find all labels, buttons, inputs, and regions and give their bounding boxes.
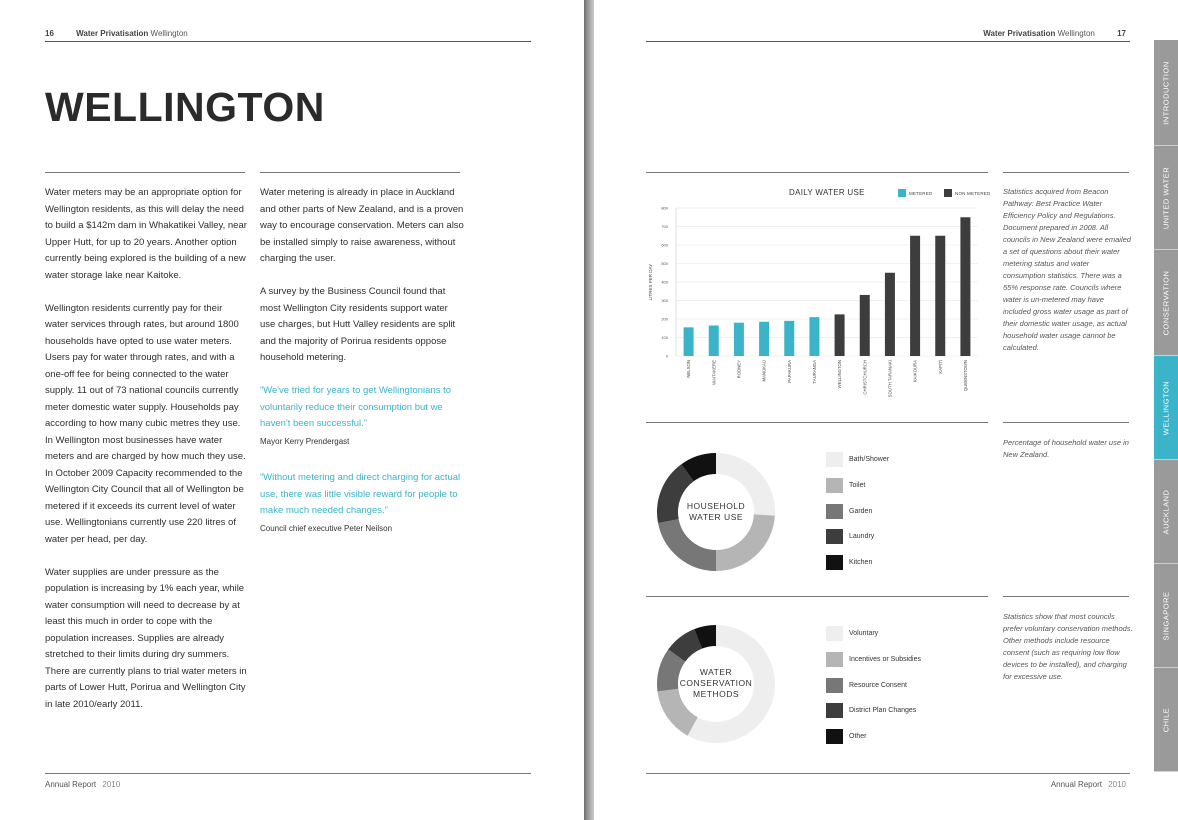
y-tick-label: 400	[661, 279, 668, 285]
legend-swatch	[826, 729, 843, 744]
x-tick-label: KAPITI	[937, 360, 943, 374]
right-page	[594, 0, 1178, 820]
bar-wellington	[835, 314, 845, 356]
right-footer	[1051, 780, 1126, 789]
pull-quote-1: “We've tried for years to get Wellingtonians to voluntarily reduce their consumption but we haven't been successful.”	[260, 385, 452, 429]
legend-label: Voluntary	[849, 630, 879, 637]
footer-year: 2010	[102, 780, 121, 789]
conservation-top-rule	[646, 596, 988, 597]
footer-label: Annual Report	[45, 780, 97, 789]
bar-christchurch	[860, 295, 870, 356]
household-donut-center-label	[676, 501, 756, 523]
legend-label: Other	[849, 733, 867, 741]
quote-1-attribution: Mayor Kerry Prendergast	[260, 436, 350, 446]
x-tick-label: KAIKOURA	[912, 360, 918, 383]
tab-auckland[interactable]	[1154, 460, 1178, 564]
y-tick-label: 500	[661, 261, 668, 266]
footer-year: 2010	[1108, 780, 1126, 789]
y-tick-label: 300	[661, 298, 668, 303]
legend-label: District Plan Changes	[849, 707, 917, 715]
donut-label-line: HOUSEHOLD	[686, 501, 746, 511]
tab-introduction[interactable]	[1154, 40, 1178, 146]
donut-slice-other	[698, 636, 716, 639]
left-footer	[45, 780, 120, 789]
tab-singapore[interactable]	[1154, 564, 1178, 668]
bar-chart-note: Statistics acquired from Beacon Pathway: Best Practice Water Efficiency Policy and Regulations. Document prepared in 2008. All councils in New Zealand were emailed a set of questions about their water metering status and water consumption statistics. There was a 55% response rate. Councils where water is un-metered may have included gross water usage as part of their domestic water usage, as actual household water usage cannot be calculated.	[1003, 187, 1131, 352]
body-paragraph: Wellington residents currently pay for their water services through rates, but around 1800 households have opted to use water meters. Users pay for water through rates, and with a one-off fee for being connected to the water supply. 11 out of 73 national councils currently meter domestic water supply. Households pay according to how many cubic metres they use. In Wellington most businesses have water meters and are charged by how much they use. In October 2009 Capacity recommended to the Wellington City Council that all of Wellington be metered if it exceeds its current level of water use. Wellingtonians currently use 220 litres of water per head, per day.	[45, 302, 246, 545]
left-footer-rule	[45, 773, 531, 774]
donut-label-line: WATER USE	[688, 512, 744, 522]
tab-conservation[interactable]	[1154, 250, 1178, 356]
x-tick-label: CHRISTCHURCH	[862, 360, 868, 395]
conservation-note: Statistics show that most councils prefer voluntary conservation methods. Other methods include resource consent (such as requiring low flow devices to be installed), and charging for excessive use.	[1003, 612, 1133, 681]
y-tick-label: 0	[665, 353, 668, 359]
tab-wellington[interactable]	[1154, 356, 1178, 460]
y-tick-label: 100	[661, 335, 668, 340]
bar-papakura	[784, 321, 794, 356]
bar-waitakere	[709, 325, 719, 356]
legend-swatch-metered	[898, 189, 906, 197]
bar-queenstown	[960, 217, 970, 356]
left-page	[0, 0, 584, 820]
y-tick-label: 600	[661, 242, 668, 248]
conservation-donut-center-label	[671, 667, 761, 700]
tab-label: CHILE	[1161, 707, 1171, 732]
body-column-1	[45, 185, 247, 730]
pull-quote-2: “Without metering and direct charging for actual use, there was little visible reward for people to make much needed changes.”	[260, 472, 461, 516]
tab-label: AUCKLAND	[1161, 489, 1171, 534]
col2-rule	[260, 172, 460, 173]
legend-label: Garden	[849, 507, 873, 515]
legend-label-non-metered: NON METERED	[955, 191, 991, 196]
legend-swatch	[826, 452, 843, 467]
chart-top-rule	[646, 172, 988, 173]
tab-label: WELLINGTON	[1161, 380, 1171, 435]
x-tick-label: QUEENSTOWN	[962, 360, 968, 392]
household-top-rule	[646, 422, 988, 423]
legend-swatch	[826, 478, 843, 493]
x-tick-label: NELSON	[686, 360, 692, 378]
footer-label: Annual Report	[1050, 780, 1102, 789]
legend-swatch	[826, 626, 843, 641]
conservation-note-rule	[1003, 596, 1129, 597]
legend-swatch	[826, 504, 843, 519]
tab-chile[interactable]	[1154, 668, 1178, 772]
household-note: Percentage of household water use in New Zealand.	[1003, 438, 1129, 459]
legend-swatch	[826, 555, 843, 570]
legend-swatch	[826, 529, 843, 544]
daily-water-use-chart	[646, 200, 986, 406]
legend-label: Toilet	[849, 481, 866, 489]
quote-2-attribution: Council chief executive Peter Neilson	[260, 523, 393, 533]
legend-label-metered: METERED	[909, 191, 933, 196]
right-header-section: Water Privatisation	[983, 29, 1056, 38]
legend-label: Laundry	[849, 533, 875, 541]
tab-label: SINGAPORE	[1161, 590, 1171, 641]
tab-united-water[interactable]	[1154, 146, 1178, 250]
legend-swatch-non-metered	[944, 189, 952, 197]
household-note-rule	[1003, 422, 1129, 423]
body-column-2	[260, 185, 464, 557]
y-tick-label: 200	[661, 316, 668, 322]
legend-label: Incentives or Subsidies	[849, 655, 921, 663]
y-tick-label: 800	[661, 205, 668, 211]
donut-label-line: WATER	[699, 667, 733, 677]
left-page-number: 16	[45, 29, 54, 38]
right-header-rule	[646, 41, 1130, 42]
right-page-header	[983, 29, 1126, 38]
x-tick-label: RODNEY	[736, 360, 742, 379]
donut-slice-district-plan-changes	[677, 639, 698, 656]
y-axis-label: LITRES PER DAY	[648, 263, 653, 301]
donut-slice-garden	[668, 521, 716, 560]
tab-label: CONSERVATION	[1161, 270, 1171, 335]
body-paragraph: Water supplies are under pressure as the population is increasing by 1% each year, while water consumption will need to decrease by at least this much in order to cope with the population increases. Supplies are already stretched to their limits during dry summers. There are currently plans to trial water meters in parts of Lower Hutt, Porirua and Wellington City in late 2010/early 2011.	[45, 566, 247, 710]
legend-label: Bath/Shower	[849, 456, 890, 463]
bar-south-taranaki	[885, 273, 895, 356]
bar-tauranga	[809, 317, 819, 356]
x-tick-label: PAPAKURA	[786, 360, 792, 383]
legend-label: Resource Consent	[849, 681, 907, 689]
legend-swatch	[826, 652, 843, 667]
page-title: WELLINGTON	[45, 84, 325, 130]
donut-label-line: METHODS	[693, 689, 739, 699]
note-top-rule	[1003, 172, 1129, 173]
right-header-topic: Wellington	[1057, 29, 1095, 38]
left-page-header	[45, 29, 188, 38]
chart-title: DAILY WATER USE	[789, 188, 865, 197]
donut-slice-kitchen	[687, 464, 716, 473]
bar-kapiti	[935, 236, 945, 356]
right-page-number: 17	[1117, 29, 1126, 38]
x-tick-label: WELLINGTON	[837, 360, 843, 389]
left-header-section: Water Privatisation	[76, 29, 149, 38]
x-tick-label: MANUKAU	[761, 360, 767, 382]
legend-swatch	[826, 678, 843, 693]
bar-manukau	[759, 322, 769, 356]
body-paragraph: A survey by the Business Council found that most Wellington City residents support water use charges, but Hutt Valley residents are split and the majority of Porirua residents oppose household metering.	[260, 286, 456, 363]
col1-rule	[45, 172, 245, 173]
x-tick-label: WAITAKERE	[711, 360, 717, 385]
left-header-topic: Wellington	[150, 29, 188, 38]
bar-nelson	[684, 327, 694, 356]
book-spine	[584, 0, 594, 820]
legend-swatch	[826, 703, 843, 718]
tab-label: UNITED WATER	[1161, 166, 1171, 229]
right-footer-rule	[646, 773, 1130, 774]
body-paragraph: Water meters may be an appropriate option for Wellington residents, as this will delay the need to build a $142m dam in Whakatikei Valley, near Upper Hutt, for up to 20 years. Another option currently being explored is the building of a new water storage lake near Kaitoke.	[45, 187, 247, 281]
x-tick-label: TAURANGA	[811, 360, 817, 384]
y-tick-label: 700	[661, 224, 668, 229]
tab-label: INTRODUCTION	[1161, 60, 1171, 125]
bar-kaikoura	[910, 236, 920, 356]
legend-label: Kitchen	[849, 559, 873, 567]
donut-label-line: CONSERVATION	[679, 678, 753, 688]
body-paragraph: Water metering is already in place in Auckland and other parts of New Zealand, and is a proven way to encourage conservation. Meters can also be installed simply to raise awareness, without charging the user.	[260, 187, 464, 264]
bar-rodney	[734, 323, 744, 356]
x-tick-label: SOUTH TARANAKI	[887, 360, 893, 398]
left-header-rule	[45, 41, 531, 42]
